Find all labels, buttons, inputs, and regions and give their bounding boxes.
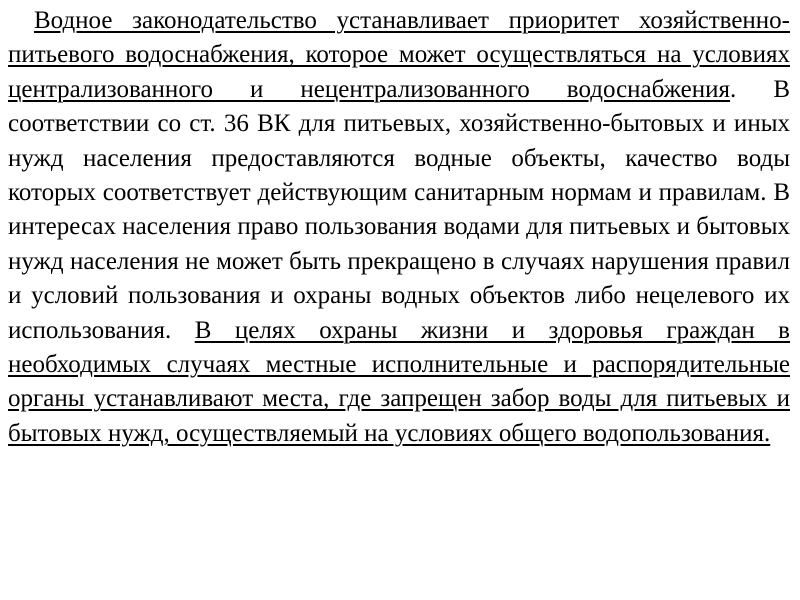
underlined-text-restriction: В целях охраны жизни и здоровья граждан в необходимых случаях местные исполнительные и распорядительные органы устанавливают места, где запрещен забор воды для питьевых и бытовых нужд, осуществляемый на условиях общего водопользования.: [8, 316, 790, 447]
underlined-text-priority: Водное законодательство устанавливает приоритет хозяйственно-питьевого водоснабжения, которое может осуществляться на условиях централизованного и нецентрализованного водоснабжения: [8, 7, 790, 103]
plain-text-article-36: . В соответствии со ст. 36 ВК для питьевых, хозяйственно-бытовых и иных нужд населения предоставляются водные объекты, качество воды которых соответствует действующим санитарным нормам и правилам. В интересах населения право пользования водами для питьевых и бытовых нужд населения не может быть прекращено в случаях нарушения правил и условий пользования и охраны водных объектов либо нецелевого их использования.: [8, 75, 790, 344]
body-paragraph: [8, 4, 790, 451]
